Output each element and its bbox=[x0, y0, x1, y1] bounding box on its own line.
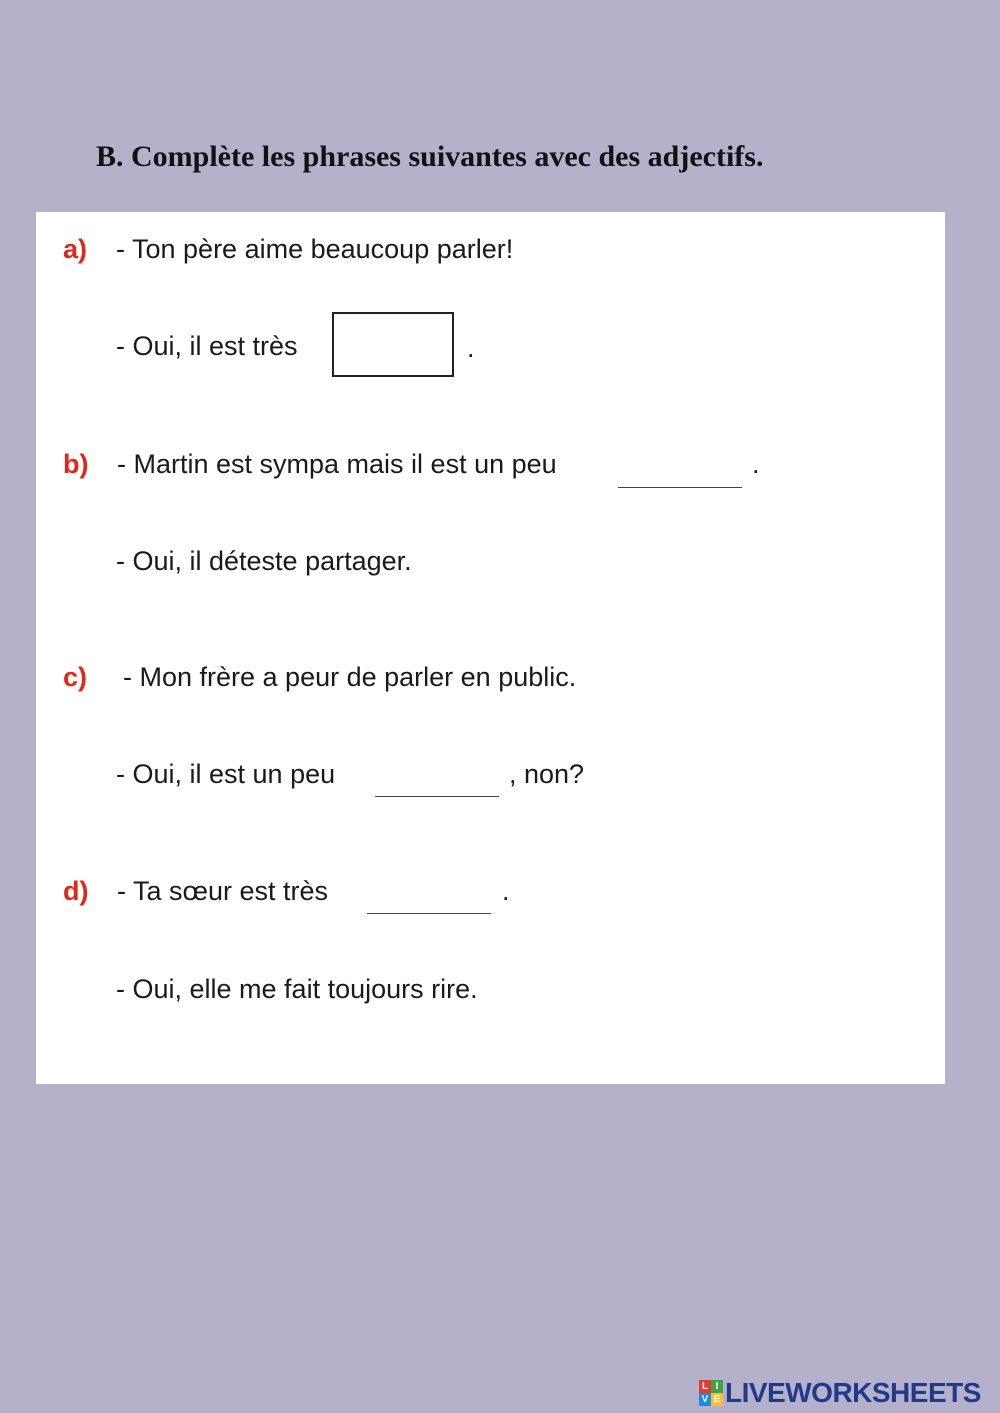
sentence-b-1-end: . bbox=[752, 449, 760, 479]
logo-tile-e: E bbox=[711, 1393, 723, 1406]
sentence-d-1-start: - Ta sœur est très bbox=[117, 876, 329, 906]
liveworksheets-logo-text: LIVEWORKSHEETS bbox=[725, 1377, 981, 1408]
sentence-c-2-end: , non? bbox=[509, 759, 585, 789]
answer-input-a[interactable] bbox=[332, 312, 454, 377]
logo-tile-i: I bbox=[711, 1380, 723, 1393]
answer-input-b[interactable] bbox=[618, 458, 742, 488]
sentence-d-2: - Oui, elle me fait toujours rire. bbox=[116, 974, 478, 1004]
answer-input-c[interactable] bbox=[375, 767, 499, 797]
label-c: c) bbox=[63, 662, 88, 692]
logo-tile-v: V bbox=[699, 1393, 711, 1406]
logo-tile-l: L bbox=[699, 1380, 711, 1393]
instruction-heading: B. Complète les phrases suivantes avec des adjectifs. bbox=[96, 140, 764, 173]
sentence-c-2-start: - Oui, il est un peu bbox=[116, 759, 336, 789]
sentence-a-2-end: . bbox=[467, 333, 475, 363]
label-d: d) bbox=[63, 876, 89, 906]
sentence-b-2: - Oui, il déteste partager. bbox=[116, 546, 412, 576]
exercise-panel bbox=[36, 212, 945, 1084]
liveworksheets-logo bbox=[699, 1378, 981, 1408]
answer-input-d[interactable] bbox=[367, 884, 491, 914]
label-a: a) bbox=[63, 234, 88, 264]
sentence-c-1: - Mon frère a peur de parler en public. bbox=[123, 662, 577, 692]
sentence-b-1-start: - Martin est sympa mais il est un peu bbox=[117, 449, 557, 479]
sentence-a-2-start: - Oui, il est très bbox=[116, 331, 298, 361]
sentence-a-1: - Ton père aime beaucoup parler! bbox=[116, 234, 514, 264]
sentence-d-1-end: . bbox=[502, 876, 510, 906]
liveworksheets-logo-icon bbox=[699, 1380, 723, 1406]
label-b: b) bbox=[63, 449, 89, 479]
